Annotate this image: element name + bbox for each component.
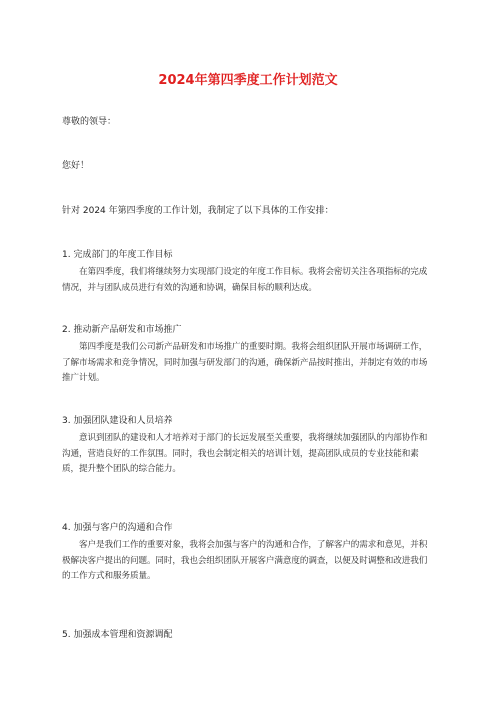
section-heading: 5. 加强成本管理和资源调配 <box>62 630 173 640</box>
section-heading: 1. 完成部门的年度工作目标 <box>62 250 173 260</box>
section-heading: 2. 推动新产品研发和市场推广 <box>62 325 182 335</box>
salutation: 尊敬的领导： <box>62 117 117 127</box>
section-body: 第四季度是我们公司新产品研发和市场推广的重要时期。我将会组织团队开展市场调研工作，了解市场需求和竞争情况，同时加强与研发部门的沟通，确保新产品按时推出，并制定有效的市场推广计划。 <box>62 342 428 384</box>
greeting: 您好！ <box>62 161 90 171</box>
section-body: 客户是我们工作的重要对象，我将会加强与客户的沟通和合作，了解客户的需求和意见，并积极解决客户提出的问题。同时，我也会组织团队开展客户满意度的调查，以便及时调整和改进我们的工作方式和服务质量。 <box>62 540 428 582</box>
section-heading: 3. 加强团队建设和人员培养 <box>62 416 173 426</box>
section-body: 在第四季度，我们将继续努力实现部门设定的年度工作目标。我将会密切关注各项指标的完成情况，并与团队成员进行有效的沟通和协调，确保目标的顺利达成。 <box>62 267 428 293</box>
section-body: 意识到团队的建设和人才培养对于部门的长远发展至关重要，我将继续加强团队的内部协作和沟通，营造良好的工作氛围。同时，我也会制定相关的培训计划，提高团队成员的专业技能和素质，提升整个团队的综合能力。 <box>62 433 428 475</box>
document-title: 2024年第四季度工作计划范文 <box>158 73 338 88</box>
intro-text: 针对 2024 年第四季度的工作计划，我制定了以下具体的工作安排： <box>62 206 334 216</box>
section-heading: 4. 加强与客户的沟通和合作 <box>62 523 173 533</box>
